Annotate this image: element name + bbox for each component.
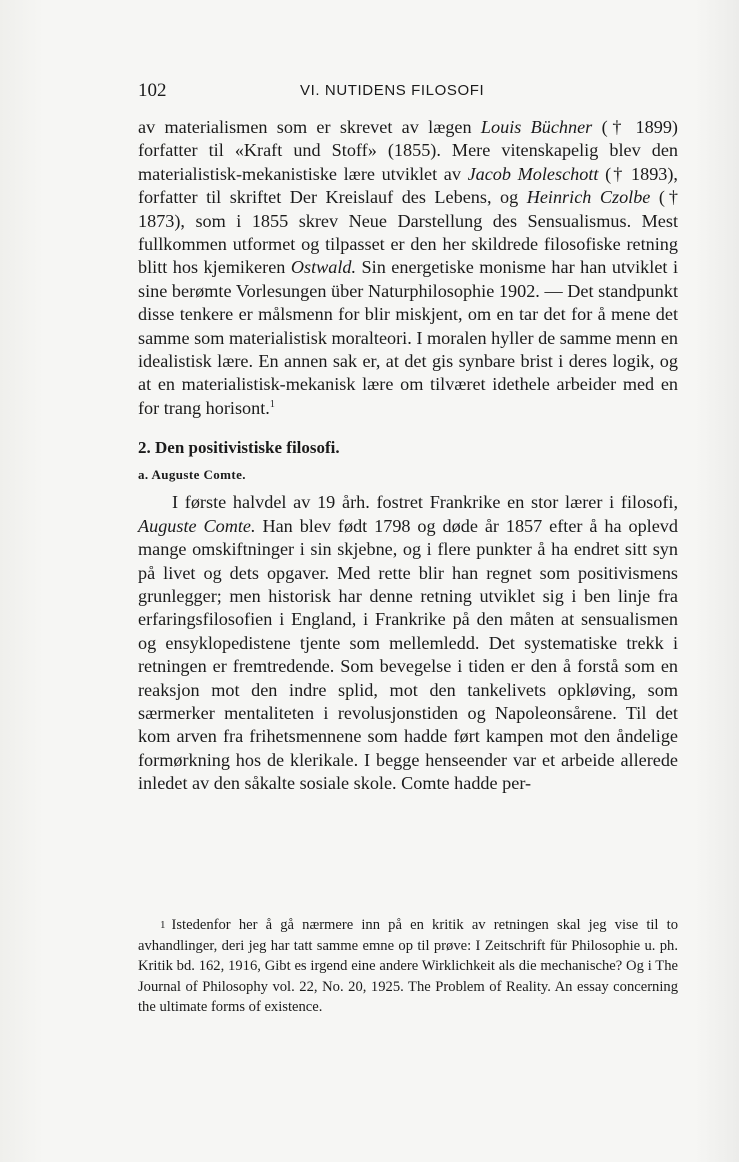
main-text xyxy=(138,116,678,796)
footnotes xyxy=(138,915,678,1018)
footnote-text: Istedenfor her å gå nærmere inn på en kritik av retningen skal jeg vise til to avhandlinger, deri jeg har tatt samme emne op til prøve: I Zeitschrift für Philosophie u. ph. Kritik bd. 162, 1916, Gibt es irgend eine andere Wirklichkeit als die mechanische? Og i The Journal of Philosophy vol. 22, No. 20, 1925. The Problem of Reality. An essay concerning the ultimate forms of existence. xyxy=(138,917,678,1015)
text-run: av materialismen som er skrevet av lægen xyxy=(138,117,481,137)
footnote-reference: 1 xyxy=(269,398,275,410)
footnote-1 xyxy=(138,915,678,1018)
text-run: I første halvdel av 19 årh. fostret Frankrike en stor lærer i filosofi, xyxy=(172,492,678,513)
footnote-marker: 1 xyxy=(160,919,166,931)
running-title: VI. NUTIDENS FILOSOFI xyxy=(300,82,485,99)
page-number: 102 xyxy=(138,80,167,101)
name-moleschott: Jacob Moleschott xyxy=(467,163,599,184)
page-header xyxy=(138,80,678,104)
name-czolbe: Heinrich Czolbe xyxy=(526,187,651,208)
text-run: († 1873), som i 1855 skrev Neue Darstellung des Sensualismus. Mest fullkommen utformet og tilpasset er den her skildrede filosofiske retning blitt hos kjemikeren xyxy=(138,187,678,278)
subsection-heading: a. Auguste Comte. xyxy=(138,467,246,483)
paragraph-comte xyxy=(138,491,678,795)
text-run: Sin energetiske monisme har han utviklet i sine berømte Vorlesungen über Naturphilosophie 1902. — Det standpunkt disse tenkere er målsmenn for blir miskjent, om en tar det for å mene det samme som materialistisk moralteori. I moralen hyller de samme menn en idealistisk lære. En annen sak er, at det gis synbare brist i deres logik, og at en materialistisk-mekanisk lære om tilværet idethele arbeider med en for trang horisont. xyxy=(138,257,679,418)
text-run: († 1893), forfatter til skriftet Der Kreislauf des Lebens, og xyxy=(138,163,678,208)
text-run: Han blev født 1798 og døde år 1857 efter å ha oplevd mange omskiftninger i sin skjebne, og i flere punkter å ha endret sitt syn på livet og dets opgaver. Med rette blir han regnet som positivismens grunlegger; men historisk har denne retning utviklet sig i ben linje fra erfaringsfilosofien i England, i Frankrike på den måten at sensualismen og ensyklopedistene tjente som mellemledd. Det systematiske trekk i retningen er fremtredende. Som bevegelse i tiden er den å forstå som en reaksjon mot den indre splid, mot den tankelivets opkløving, som særmerker mentaliteten i revolusjonstiden og Napoleonsårene. Til det kom arven fra frihetsmennene som hadde ført kampen mot den åndelige formørkning hos de klerikale. I begge henseender var et arbeide allerede inledet av den såkalte sosiale skole. Comte hadde per- xyxy=(138,515,678,794)
section-heading: 2. Den positivistiske filosofi. xyxy=(138,438,340,458)
paragraph-materialism xyxy=(138,116,678,420)
text-run: († 1899) forfatter til «Kraft und Stoff» (1855). Mere vitenskapelig blev den materialistisk-mekanistiske lære utviklet av xyxy=(138,117,678,184)
name-comte: Auguste Comte. xyxy=(138,515,256,536)
name-buchner: Louis Büchner xyxy=(480,117,593,137)
name-ostwald: Ostwald. xyxy=(290,257,357,278)
